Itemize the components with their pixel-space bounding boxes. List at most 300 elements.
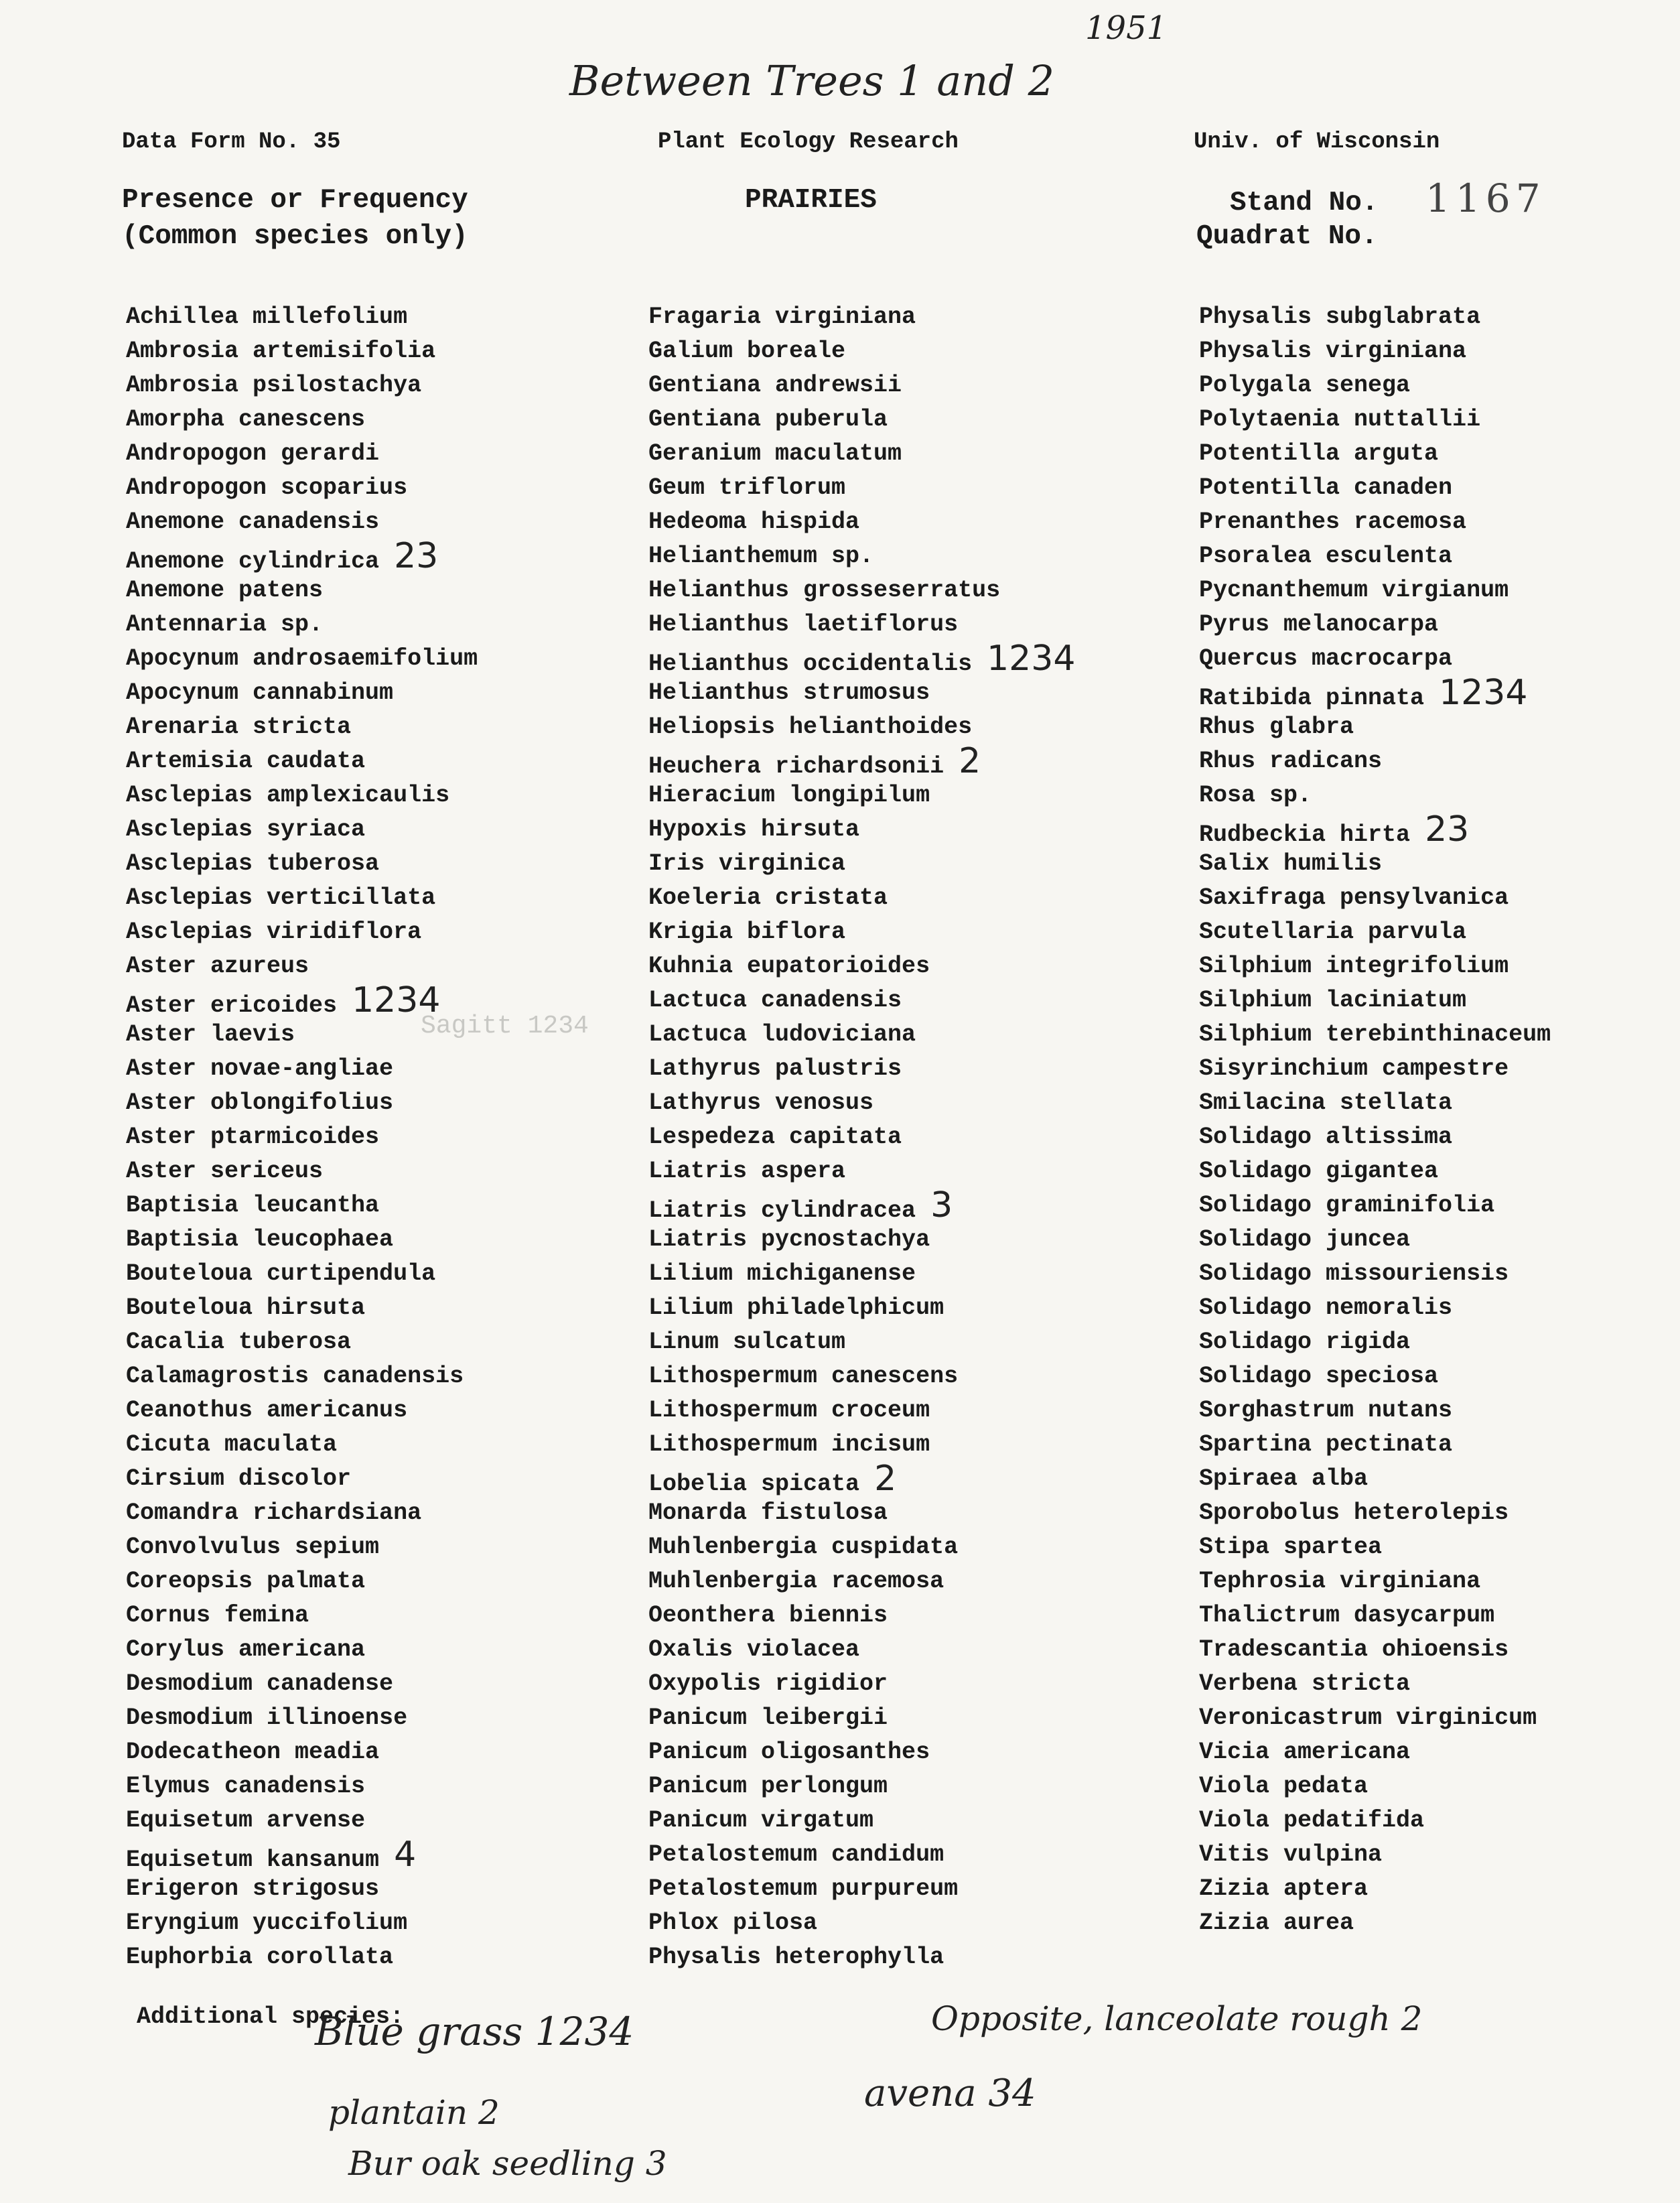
faint-erased-note: Sagitt 1234 (421, 1012, 589, 1041)
species-item (1199, 1599, 1680, 1633)
handwritten-note-plantain: plantain 2 (328, 2093, 500, 2132)
species-name: Equisetum kansanum (126, 1847, 380, 1873)
species-item (1199, 300, 1680, 334)
species-name: Petalostemum purpureum (648, 1875, 959, 1902)
species-name: Lithospermum canescens (648, 1363, 959, 1390)
species-name: Calamagrostis canadensis (126, 1363, 464, 1390)
species-name: Convolvulus sepium (126, 1534, 380, 1560)
species-name: Silphium integrifolium (1199, 953, 1509, 980)
species-item (126, 1701, 635, 1735)
species-item (126, 847, 635, 881)
quadrat-label: Quadrat No. (1196, 221, 1378, 252)
species-item (648, 608, 1158, 642)
species-name: Petalostemum candidum (648, 1841, 944, 1868)
university-name: Univ. of Wisconsin (1194, 129, 1440, 155)
species-item (1199, 1906, 1680, 1940)
species-name: Lilium michiganense (648, 1260, 916, 1287)
species-name: Zizia aurea (1199, 1910, 1354, 1936)
species-item (126, 1052, 635, 1086)
species-item (648, 1291, 1158, 1325)
species-name: Panicum virgatum (648, 1807, 874, 1834)
species-name: Ceanothus americanus (126, 1397, 408, 1424)
species-name: Lilium philadelphicum (648, 1294, 944, 1321)
species-item (1199, 1428, 1680, 1462)
species-item (1199, 403, 1680, 437)
species-item (126, 1564, 635, 1599)
species-item (126, 1462, 635, 1496)
species-name: Lactuca ludoviciana (648, 1021, 916, 1048)
species-item (1199, 437, 1680, 471)
species-item (648, 639, 1158, 679)
species-item (126, 710, 635, 744)
species-item (126, 403, 635, 437)
species-item (126, 1770, 635, 1804)
species-item (1199, 1223, 1680, 1257)
species-item (648, 1120, 1158, 1154)
species-item (648, 1770, 1158, 1804)
species-name: Ambrosia artemisifolia (126, 338, 436, 364)
species-name: Silphium laciniatum (1199, 987, 1467, 1014)
species-name: Lobelia spicata (648, 1471, 860, 1497)
quadrat-mark: 23 (1425, 809, 1470, 850)
species-item (1199, 334, 1680, 369)
species-item (648, 1735, 1158, 1770)
species-name: Baptisia leucantha (126, 1192, 380, 1219)
species-item (126, 1120, 635, 1154)
species-item (648, 471, 1158, 505)
species-name: Asclepias syriaca (126, 816, 366, 843)
species-name: Corylus americana (126, 1636, 366, 1663)
species-item (126, 1154, 635, 1189)
handwritten-note-bur-oak: Bur oak seedling 3 (348, 2144, 667, 2183)
species-item (648, 1185, 1158, 1225)
species-name: Arenaria stricta (126, 714, 352, 740)
species-name: Aster ericoides (126, 992, 338, 1019)
presence-line-2: (Common species only) (122, 221, 468, 252)
species-item (1199, 710, 1680, 744)
species-name: Ambrosia psilostachya (126, 372, 422, 399)
species-name: Solidago missouriensis (1199, 1260, 1509, 1287)
additional-species-label: Additional species: (137, 2003, 405, 2030)
species-item (1199, 539, 1680, 574)
year-note: 1951 (1085, 9, 1168, 47)
species-item (1199, 1633, 1680, 1667)
species-name: Panicum oligosanthes (648, 1739, 930, 1765)
species-name: Amorpha canescens (126, 406, 366, 433)
species-name: Artemisia caudata (126, 748, 366, 775)
species-item (648, 1018, 1158, 1052)
species-name: Baptisia leucophaea (126, 1226, 394, 1253)
species-name: Andropogon gerardi (126, 440, 380, 467)
species-item (126, 676, 635, 710)
species-name: Smilacina stellata (1199, 1089, 1453, 1116)
species-item (1199, 574, 1680, 608)
species-item (1199, 779, 1680, 813)
species-item (648, 1052, 1158, 1086)
species-item (1199, 915, 1680, 949)
species-name: Koeleria cristata (648, 884, 888, 911)
species-item (1199, 847, 1680, 881)
species-name: Solidago juncea (1199, 1226, 1411, 1253)
species-name: Galium boreale (648, 338, 846, 364)
species-item (126, 1834, 635, 1875)
quadrat-mark: 1234 (987, 639, 1076, 679)
species-item (648, 300, 1158, 334)
species-name: Monarda fistulosa (648, 1499, 888, 1526)
species-name: Spartina pectinata (1199, 1431, 1453, 1458)
species-name: Vicia americana (1199, 1739, 1411, 1765)
species-name: Asclepias amplexicaulis (126, 782, 450, 809)
species-name: Vitis vulpina (1199, 1841, 1383, 1868)
species-name: Potentilla canaden (1199, 474, 1453, 501)
species-name: Helianthus laetiflorus (648, 611, 959, 638)
species-item (648, 539, 1158, 574)
species-name: Helianthus grosseserratus (648, 577, 1001, 604)
species-item (648, 710, 1158, 744)
species-name: Rosa sp. (1199, 782, 1312, 809)
species-name: Quercus macrocarpa (1199, 645, 1453, 672)
species-item (126, 1086, 635, 1120)
species-name: Pycnanthemum virgianum (1199, 577, 1509, 604)
species-item (126, 437, 635, 471)
species-item (126, 1872, 635, 1906)
species-item (126, 1667, 635, 1701)
species-name: Kuhnia eupatorioides (648, 953, 930, 980)
species-item (1199, 744, 1680, 779)
species-item (126, 1906, 635, 1940)
form-number: Data Form No. 35 (122, 129, 341, 155)
species-item (126, 642, 635, 676)
species-name: Aster oblongifolius (126, 1089, 394, 1116)
species-name: Zizia aptera (1199, 1875, 1369, 1902)
species-name: Cornus femina (126, 1602, 309, 1629)
species-name: Helianthus strumosus (648, 679, 930, 706)
species-name: Thalictrum dasycarpum (1199, 1602, 1495, 1629)
species-item (126, 1940, 635, 1975)
species-item (1199, 1667, 1680, 1701)
species-name: Geranium maculatum (648, 440, 902, 467)
species-name: Oxypolis rigidior (648, 1670, 888, 1697)
species-item (648, 915, 1158, 949)
species-item (648, 505, 1158, 539)
species-name: Saxifraga pensylvanica (1199, 884, 1509, 911)
species-item (648, 1496, 1158, 1530)
species-name: Viola pedatifida (1199, 1807, 1425, 1834)
stand-label: Stand No. (1230, 188, 1379, 218)
species-item (126, 813, 635, 847)
species-name: Aster laevis (126, 1021, 295, 1048)
species-name: Solidago altissima (1199, 1124, 1453, 1150)
handwritten-note-avena: avena 34 (864, 2072, 1036, 2115)
quadrat-mark: 2 (959, 741, 981, 781)
species-name: Lithospermum incisum (648, 1431, 930, 1458)
species-name: Anemone canadensis (126, 509, 380, 535)
species-item (126, 1804, 635, 1838)
species-item (126, 1428, 635, 1462)
species-name: Desmodium canadense (126, 1670, 394, 1697)
species-name: Psoralea esculenta (1199, 543, 1453, 570)
quadrat-mark: 1234 (352, 980, 441, 1020)
species-name: Solidago speciosa (1199, 1363, 1439, 1390)
species-name: Lathyrus venosus (648, 1089, 874, 1116)
species-item (648, 1633, 1158, 1667)
species-item (648, 813, 1158, 847)
species-name: Dodecatheon meadia (126, 1739, 380, 1765)
species-name: Liatris aspera (648, 1158, 846, 1185)
species-name: Solidago graminifolia (1199, 1192, 1495, 1219)
species-name: Salix humilis (1199, 850, 1383, 877)
species-name: Andropogon scoparius (126, 474, 408, 501)
species-name: Helianthus occidentalis (648, 651, 973, 677)
species-item (648, 1701, 1158, 1735)
species-item (126, 1496, 635, 1530)
species-name: Erigeron strigosus (126, 1875, 380, 1902)
species-name: Cirsium discolor (126, 1465, 352, 1492)
species-item (126, 608, 635, 642)
species-name: Ratibida pinnata (1199, 685, 1425, 712)
species-name: Tradescantia ohioensis (1199, 1636, 1509, 1663)
species-item (648, 1459, 1158, 1499)
species-item (126, 949, 635, 984)
species-item (1199, 1291, 1680, 1325)
species-name: Elymus canadensis (126, 1773, 366, 1800)
species-name: Aster sericeus (126, 1158, 324, 1185)
species-item (1199, 1770, 1680, 1804)
species-item (1199, 505, 1680, 539)
species-name: Phlox pilosa (648, 1910, 818, 1936)
species-name: Cicuta maculata (126, 1431, 338, 1458)
species-name: Oeonthera biennis (648, 1602, 888, 1629)
species-item (1199, 1052, 1680, 1086)
species-item (648, 1667, 1158, 1701)
species-name: Asclepias viridiflora (126, 919, 422, 945)
species-item (126, 915, 635, 949)
species-name: Prenanthes racemosa (1199, 509, 1467, 535)
species-item (126, 574, 635, 608)
species-name: Antennaria sp. (126, 611, 324, 638)
species-item (648, 1257, 1158, 1291)
species-column-1 (126, 300, 635, 1975)
species-item (1199, 673, 1680, 713)
species-item (1199, 809, 1680, 850)
species-item (648, 1838, 1158, 1872)
species-name: Verbena stricta (1199, 1670, 1411, 1697)
species-item (126, 1189, 635, 1223)
presence-heading (122, 182, 468, 255)
species-name: Comandra richardsiana (126, 1499, 422, 1526)
species-name: Linum sulcatum (648, 1329, 846, 1355)
species-item (648, 676, 1158, 710)
species-column-3 (1199, 300, 1680, 1940)
species-name: Solidago gigantea (1199, 1158, 1439, 1185)
species-name: Oxalis violacea (648, 1636, 860, 1663)
species-item (1199, 949, 1680, 984)
species-item (126, 779, 635, 813)
species-item (126, 1291, 635, 1325)
species-name: Asclepias verticillata (126, 884, 436, 911)
species-item (648, 1564, 1158, 1599)
species-name: Coreopsis palmata (126, 1568, 366, 1595)
species-item (1199, 1325, 1680, 1359)
species-item (1199, 642, 1680, 676)
handwritten-note-blue-grass: Blue grass 1234 (315, 2009, 634, 2054)
species-item (648, 1940, 1158, 1975)
species-name: Lathyrus palustris (648, 1055, 902, 1082)
species-item (1199, 1154, 1680, 1189)
species-name: Apocynum cannabinum (126, 679, 394, 706)
species-name: Spiraea alba (1199, 1465, 1369, 1492)
species-name: Equisetum arvense (126, 1807, 366, 1834)
species-name: Lactuca canadensis (648, 987, 902, 1014)
species-name: Physalis heterophylla (648, 1944, 944, 1971)
species-item (1199, 471, 1680, 505)
species-name: Potentilla arguta (1199, 440, 1439, 467)
species-item (648, 334, 1158, 369)
species-item (126, 1633, 635, 1667)
species-item (126, 1599, 635, 1633)
species-name: Cacalia tuberosa (126, 1329, 352, 1355)
species-item (1199, 369, 1680, 403)
species-name: Geum triflorum (648, 474, 846, 501)
species-item (1199, 1735, 1680, 1770)
species-item (126, 536, 635, 576)
species-name: Gentiana andrewsii (648, 372, 902, 399)
species-item (1199, 1257, 1680, 1291)
species-item (648, 1428, 1158, 1462)
species-name: Sporobolus heterolepis (1199, 1499, 1509, 1526)
species-item (648, 1599, 1158, 1633)
species-item (648, 1804, 1158, 1838)
species-item (126, 1359, 635, 1394)
species-item (1199, 984, 1680, 1018)
species-item (126, 300, 635, 334)
species-name: Apocynum androsaemifolium (126, 645, 478, 672)
species-name: Heuchera richardsonii (648, 753, 944, 780)
species-name: Panicum perlongum (648, 1773, 888, 1800)
species-item (1199, 1872, 1680, 1906)
species-item (1199, 1394, 1680, 1428)
species-item (648, 437, 1158, 471)
species-name: Solidago rigida (1199, 1329, 1411, 1355)
species-item (126, 1735, 635, 1770)
species-item (1199, 1359, 1680, 1394)
species-name: Stipa spartea (1199, 1534, 1383, 1560)
species-name: Euphorbia corollata (126, 1944, 394, 1971)
species-item (126, 505, 635, 539)
species-item (1199, 1496, 1680, 1530)
species-name: Hypoxis hirsuta (648, 816, 860, 843)
species-item (648, 741, 1158, 781)
species-name: Liatris cylindracea (648, 1197, 916, 1224)
species-item (648, 1530, 1158, 1564)
species-name: Lithospermum croceum (648, 1397, 930, 1424)
species-item (1199, 1018, 1680, 1052)
handwritten-note-opposite: Opposite, lanceolate rough 2 (931, 1999, 1423, 2038)
species-item (648, 1872, 1158, 1906)
species-name: Sorghastrum nutans (1199, 1397, 1453, 1424)
species-item (648, 881, 1158, 915)
species-item (1199, 608, 1680, 642)
species-item (1199, 1530, 1680, 1564)
species-item (126, 1530, 635, 1564)
species-item (1199, 1701, 1680, 1735)
species-item (1199, 1086, 1680, 1120)
species-name: Viola pedata (1199, 1773, 1369, 1800)
species-name: Scutellaria parvula (1199, 919, 1467, 945)
species-name: Hieracium longipilum (648, 782, 930, 809)
species-name: Muhlenbergia cuspidata (648, 1534, 959, 1560)
species-name: Muhlenbergia racemosa (648, 1568, 944, 1595)
species-name: Liatris pycnostachya (648, 1226, 930, 1253)
species-item (648, 1223, 1158, 1257)
species-item (648, 403, 1158, 437)
species-item (126, 369, 635, 403)
species-name: Polygala senega (1199, 372, 1411, 399)
species-column-2 (648, 300, 1158, 1975)
species-item (1199, 1564, 1680, 1599)
species-name: Physalis subglabrata (1199, 304, 1481, 330)
species-name: Helianthemum sp. (648, 543, 874, 570)
quadrat-mark: 1234 (1439, 673, 1528, 713)
species-item (126, 471, 635, 505)
stand-number-value: 1167 (1425, 176, 1546, 221)
presence-line-1: Presence or Frequency (122, 185, 468, 216)
species-name: Rhus glabra (1199, 714, 1354, 740)
page-title: PRAIRIES (745, 185, 877, 216)
species-item (648, 949, 1158, 984)
species-name: Lespedeza capitata (648, 1124, 902, 1150)
species-item (648, 1086, 1158, 1120)
species-name: Rhus radicans (1199, 748, 1383, 775)
species-item (1199, 1462, 1680, 1496)
species-name: Anemone cylindrica (126, 548, 380, 575)
species-name: Krigia biflora (648, 919, 846, 945)
species-name: Achillea millefolium (126, 304, 408, 330)
species-name: Pyrus melanocarpa (1199, 611, 1439, 638)
species-name: Aster azureus (126, 953, 309, 980)
species-item (126, 1394, 635, 1428)
species-item (1199, 1120, 1680, 1154)
species-item (648, 369, 1158, 403)
species-item (126, 334, 635, 369)
research-title: Plant Ecology Research (658, 129, 959, 155)
species-name: Veronicastrum virginicum (1199, 1705, 1537, 1731)
species-name: Heliopsis helianthoides (648, 714, 973, 740)
species-name: Aster ptarmicoides (126, 1124, 380, 1150)
species-item (126, 881, 635, 915)
species-item (648, 1359, 1158, 1394)
species-name: Tephrosia virginiana (1199, 1568, 1481, 1595)
species-item (648, 779, 1158, 813)
species-item (1199, 1189, 1680, 1223)
species-item (126, 1223, 635, 1257)
species-name: Asclepias tuberosa (126, 850, 380, 877)
species-item (648, 1325, 1158, 1359)
species-name: Hedeoma hispida (648, 509, 860, 535)
species-name: Iris virginica (648, 850, 846, 877)
species-name: Rudbeckia hirta (1199, 821, 1411, 848)
species-name: Sisyrinchium campestre (1199, 1055, 1509, 1082)
species-item (648, 984, 1158, 1018)
species-item (1199, 881, 1680, 915)
quadrat-mark: 4 (394, 1834, 417, 1875)
species-item (648, 574, 1158, 608)
species-name: Desmodium illinoense (126, 1705, 408, 1731)
species-name: Silphium terebinthinaceum (1199, 1021, 1551, 1048)
species-item (648, 1906, 1158, 1940)
species-name: Physalis virginiana (1199, 338, 1467, 364)
species-name: Gentiana puberula (648, 406, 888, 433)
